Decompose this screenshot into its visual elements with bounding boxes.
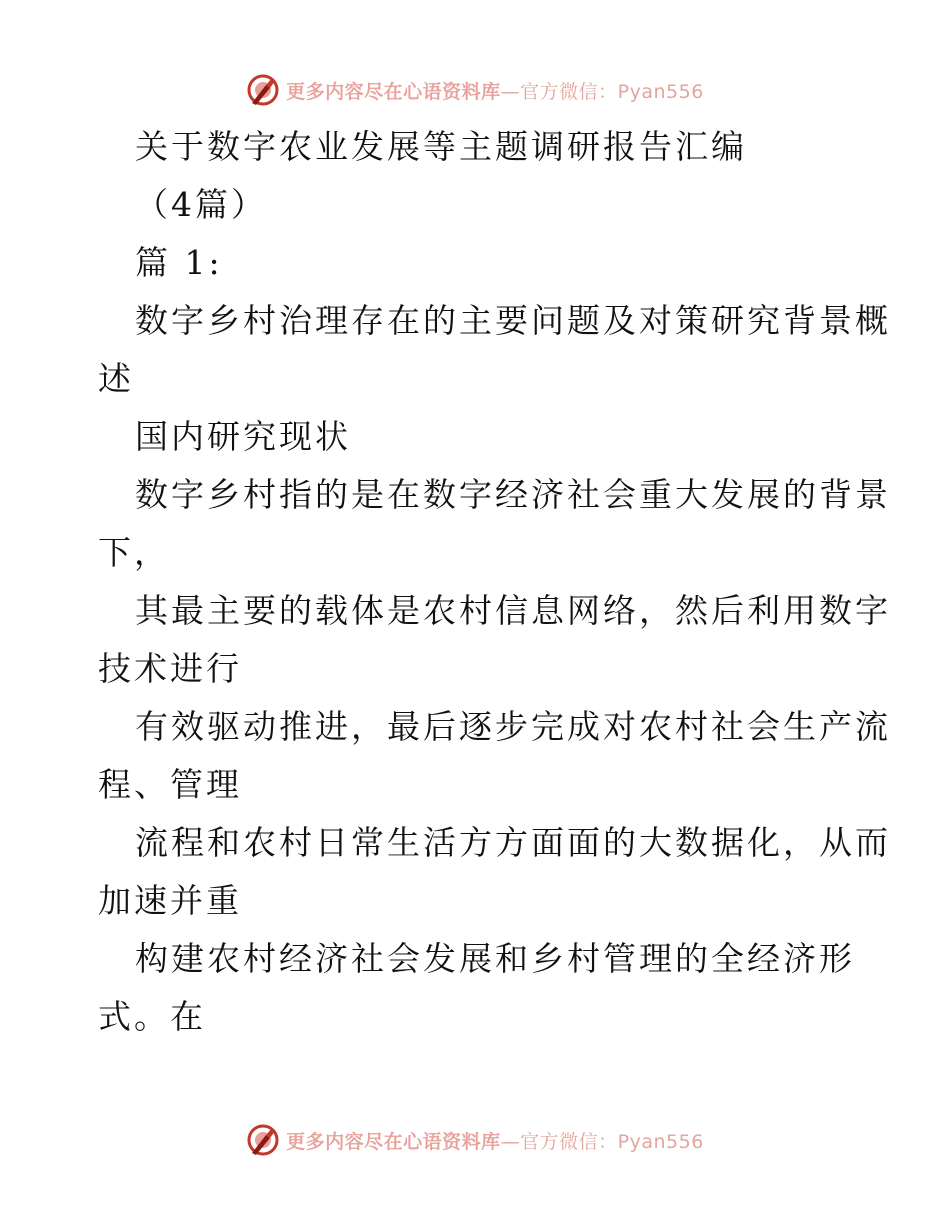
document-body <box>98 118 891 1046</box>
section-heading: 数字乡村治理存在的主要问题及对策研究背景概 <box>135 301 891 340</box>
pen-seal-logo-icon <box>246 73 280 107</box>
paragraph-line: 流程和农村日常生活方方面面的大数据化，从而 <box>135 823 891 862</box>
paragraph-line-wrap: 下， <box>98 533 170 572</box>
subheading: 国内研究现状 <box>135 417 351 456</box>
watermark-footer <box>0 1120 950 1160</box>
watermark-main-text: 更多内容尽在心语资料库 <box>286 1130 501 1153</box>
paragraph-line: 构建农村经济社会发展和乡村管理的全经济形 <box>135 939 855 978</box>
watermark-header <box>0 70 950 110</box>
watermark-contact-text: —官方微信：Pyan556 <box>500 80 704 103</box>
paragraph-line-wrap: 式。在 <box>98 997 206 1036</box>
paragraph-line: 数字乡村指的是在数字经济社会重大发展的背景 <box>135 475 891 514</box>
pen-seal-logo-icon <box>246 1123 280 1157</box>
paragraph-line: 有效驱动推进，最后逐步完成对农村社会生产流 <box>135 707 891 746</box>
paragraph-line-wrap: 程、管理 <box>98 765 242 804</box>
section-heading-continued: 述 <box>98 359 134 398</box>
section-label: 篇 1: <box>135 243 223 282</box>
document-title: 关于数字农业发展等主题调研报告汇编 <box>135 127 747 166</box>
watermark-main-text: 更多内容尽在心语资料库 <box>286 80 501 103</box>
document-title-count: （4篇） <box>135 185 267 224</box>
watermark-contact-text: —官方微信：Pyan556 <box>500 1130 704 1153</box>
paragraph-line-wrap: 加速并重 <box>98 881 242 920</box>
paragraph-line-wrap: 技术进行 <box>98 649 242 688</box>
paragraph-line: 其最主要的载体是农村信息网络，然后利用数字 <box>135 591 891 630</box>
